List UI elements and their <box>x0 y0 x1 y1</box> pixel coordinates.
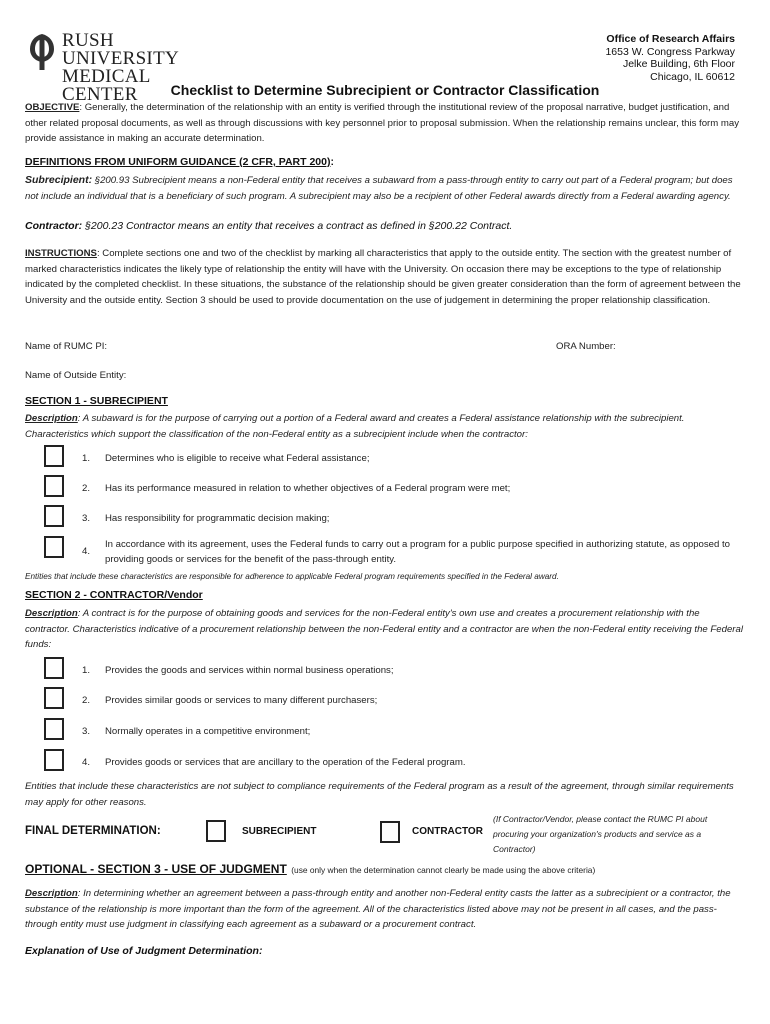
section3-description <box>25 886 745 933</box>
section2-heading: SECTION 2 - CONTRACTOR/Vendor <box>25 589 203 601</box>
s2-item3-text: Normally operates in a competitive environment; <box>105 726 311 737</box>
s2-item1-num: 1. <box>82 665 91 676</box>
pi-name-label: Name of RUMC PI: <box>25 341 108 352</box>
s1-item4-text: In accordance with its agreement, uses the Federal funds to carry out a program for a public purpose specified in authorizing statute, as opposed to providing goods or services for the benefit of the pass-through entity. <box>105 539 731 565</box>
address-line-4: Chicago, IL 60612 <box>650 70 735 83</box>
s1-item1-text: Determines who is eligible to receive what Federal assistance; <box>105 453 370 464</box>
section1-footnote: Entities that include these characteristics are responsible for adherence to applicable Federal program requirements specified in the Federal award. <box>25 572 559 581</box>
explanation-label: Explanation of Use of Judgment Determination: <box>25 945 263 957</box>
contractor-label: Contractor: <box>25 220 83 232</box>
s1-item3-text: Has responsibility for programmatic decision making; <box>105 513 330 524</box>
objective-paragraph <box>25 100 745 147</box>
s1-item2-checkbox[interactable] <box>44 475 64 497</box>
s2-item1-checkbox[interactable] <box>44 657 64 679</box>
s1-item3-checkbox[interactable] <box>44 505 64 527</box>
s1-item4-checkbox[interactable] <box>44 536 64 558</box>
s2-item2-num: 2. <box>82 695 91 706</box>
rush-logo <box>28 30 228 105</box>
s2-item3-num: 3. <box>82 726 91 737</box>
s1-item4-num: 4. <box>82 546 91 557</box>
section3-desc-text: : In determining whether an agreement between a pass-through entity and another non-Federal entity casts the latter as a subrecipient or a contractor, the substance of the relationship is more important than the form of the agreement. All of the characteristics listed above may not be present in all cases, and the pass-through entity must use judgment in classifying each agreement as a subaward or a procurement contract. <box>25 888 731 930</box>
section1-desc-label: Description <box>25 413 78 424</box>
address-line-3: Jelke Building, 6th Floor <box>622 58 735 70</box>
contractor-option-label: CONTRACTOR <box>412 826 483 837</box>
objective-label: OBJECTIVE <box>25 102 80 113</box>
s2-item4-num: 4. <box>82 757 91 768</box>
s2-item1-text: Provides the goods and services within normal business operations; <box>105 665 394 676</box>
outside-entity-field[interactable] <box>140 368 740 382</box>
section1-description <box>25 411 745 442</box>
outside-entity-label: Name of Outside Entity: <box>25 370 127 381</box>
s2-item2-text: Provides similar goods or services to many different purchasers; <box>105 695 378 706</box>
logo-line-2: MEDICAL CENTER <box>62 66 150 105</box>
subrecipient-option-label: SUBRECIPIENT <box>242 826 317 837</box>
definitions-heading <box>25 156 334 168</box>
s2-item2-checkbox[interactable] <box>44 687 64 709</box>
s2-item4-checkbox[interactable] <box>44 749 64 771</box>
contractor-text: §200.23 Contractor means an entity that receives a contract as defined in §200.22 Contract. <box>85 220 513 232</box>
s1-item1-checkbox[interactable] <box>44 445 64 467</box>
subrecipient-label: Subrecipient: <box>25 174 93 186</box>
section2-footnote: Entities that include these characteristics are not subject to compliance requirements of the Federal program as a result of the agreement, through similar requirements may apply for other reasons. <box>25 781 734 808</box>
document-title: Checklist to Determine Subrecipient or Contractor Classification <box>170 82 600 98</box>
s1-item2-text: Has its performance measured in relation to whether objectives of a Federal program were met; <box>105 483 511 494</box>
definitions-heading-text: DEFINITIONS FROM UNIFORM GUIDANCE (2 CFR, PART 200) <box>25 156 331 168</box>
section3-heading-note: (use only when the determination cannot clearly be made using the above criteria) <box>291 865 596 875</box>
section1-heading: SECTION 1 - SUBRECIPIENT <box>25 395 168 407</box>
contractor-definition <box>25 220 512 232</box>
section1-desc-text: : A subaward is for the purpose of carrying out a portion of a Federal award and creates a Federal assistance relationship with the subrecipient. Characteristics which support the classification of the non-Federal entity as a subrecipient include when the contractor: <box>25 413 685 440</box>
address-line-2: 1653 W. Congress Parkway <box>605 45 735 58</box>
s2-item3-checkbox[interactable] <box>44 718 64 740</box>
instructions-text: : Complete sections one and two of the checklist by marking all characteristics that apply to the outside entity. The section with the greatest number of marked characteristics indicates the likely type of relationship the entity will have with the University. On occasion there may be exceptions to the type of relationship indicated by the completed checklist. In these situations, the substance of the relationship should be given greater consideration than the form of agreement between the University and the outside entity. Section 3 should be used to provide documentation on the use of judgement in determining the proper relationship classification. <box>25 248 741 306</box>
s1-item1-num: 1. <box>82 453 91 464</box>
pi-name-field[interactable] <box>112 339 532 353</box>
section3-desc-label: Description <box>25 888 78 899</box>
rush-torch-icon <box>28 32 56 72</box>
contractor-checkbox[interactable] <box>380 821 400 843</box>
subrecipient-text: §200.93 Subrecipient means a non-Federal entity that receives a subaward from a pass-through entity to carry out part of a Federal program; but does not include an individual that is a beneficiary of such program. A subrecipient may also be a recipient of other Federal awards directly from a Federal awarding agency. <box>25 175 733 202</box>
final-determination-label: FINAL DETERMINATION: <box>25 825 161 837</box>
objective-text: : Generally, the determination of the relationship with an entity is verified through the institutional review of the proposal narrative, budget justification, and other related proposal documents, as well as through discussions with key personnel prior to proposal submission. When the relationship remains unclear, this form may provide assistance in making an accurate determination. <box>25 102 740 144</box>
section2-description <box>25 606 745 653</box>
section3-heading <box>25 860 765 878</box>
address-line-1: Office of Research Affairs <box>606 33 735 45</box>
logo-line-1: RUSH UNIVERSITY <box>62 30 179 69</box>
ora-number-label: ORA Number: <box>556 341 616 352</box>
explanation-field[interactable] <box>25 962 745 1012</box>
ora-number-field[interactable] <box>622 339 747 353</box>
instructions-paragraph <box>25 246 745 308</box>
s2-item4-text: Provides goods or services that are ancillary to the operation of the Federal program. <box>105 757 466 768</box>
section2-desc-label: Description <box>25 608 78 619</box>
subrecipient-checkbox[interactable] <box>206 820 226 842</box>
definitions-heading-colon: : <box>330 156 334 168</box>
subrecipient-definition <box>25 173 745 204</box>
s1-item2-num: 2. <box>82 483 91 494</box>
section2-desc-text: : A contract is for the purpose of obtaining goods and services for the non-Federal entity's own use and creates a procurement relationship with the contractor. Characteristics indicative of a procurement relationship between the non-Federal entity and a contractor are when the non-Federal entity receiving the Federal funds: <box>25 608 743 650</box>
office-address <box>605 33 735 83</box>
s1-item3-num: 3. <box>82 513 91 524</box>
section3-heading-text: OPTIONAL - SECTION 3 - USE OF JUDGMENT <box>25 862 287 876</box>
contractor-note: (If Contractor/Vendor, please contact the RUMC PI about procuring your organization's products and service as a Contractor) <box>493 814 708 854</box>
instructions-label: INSTRUCTIONS <box>25 248 97 259</box>
